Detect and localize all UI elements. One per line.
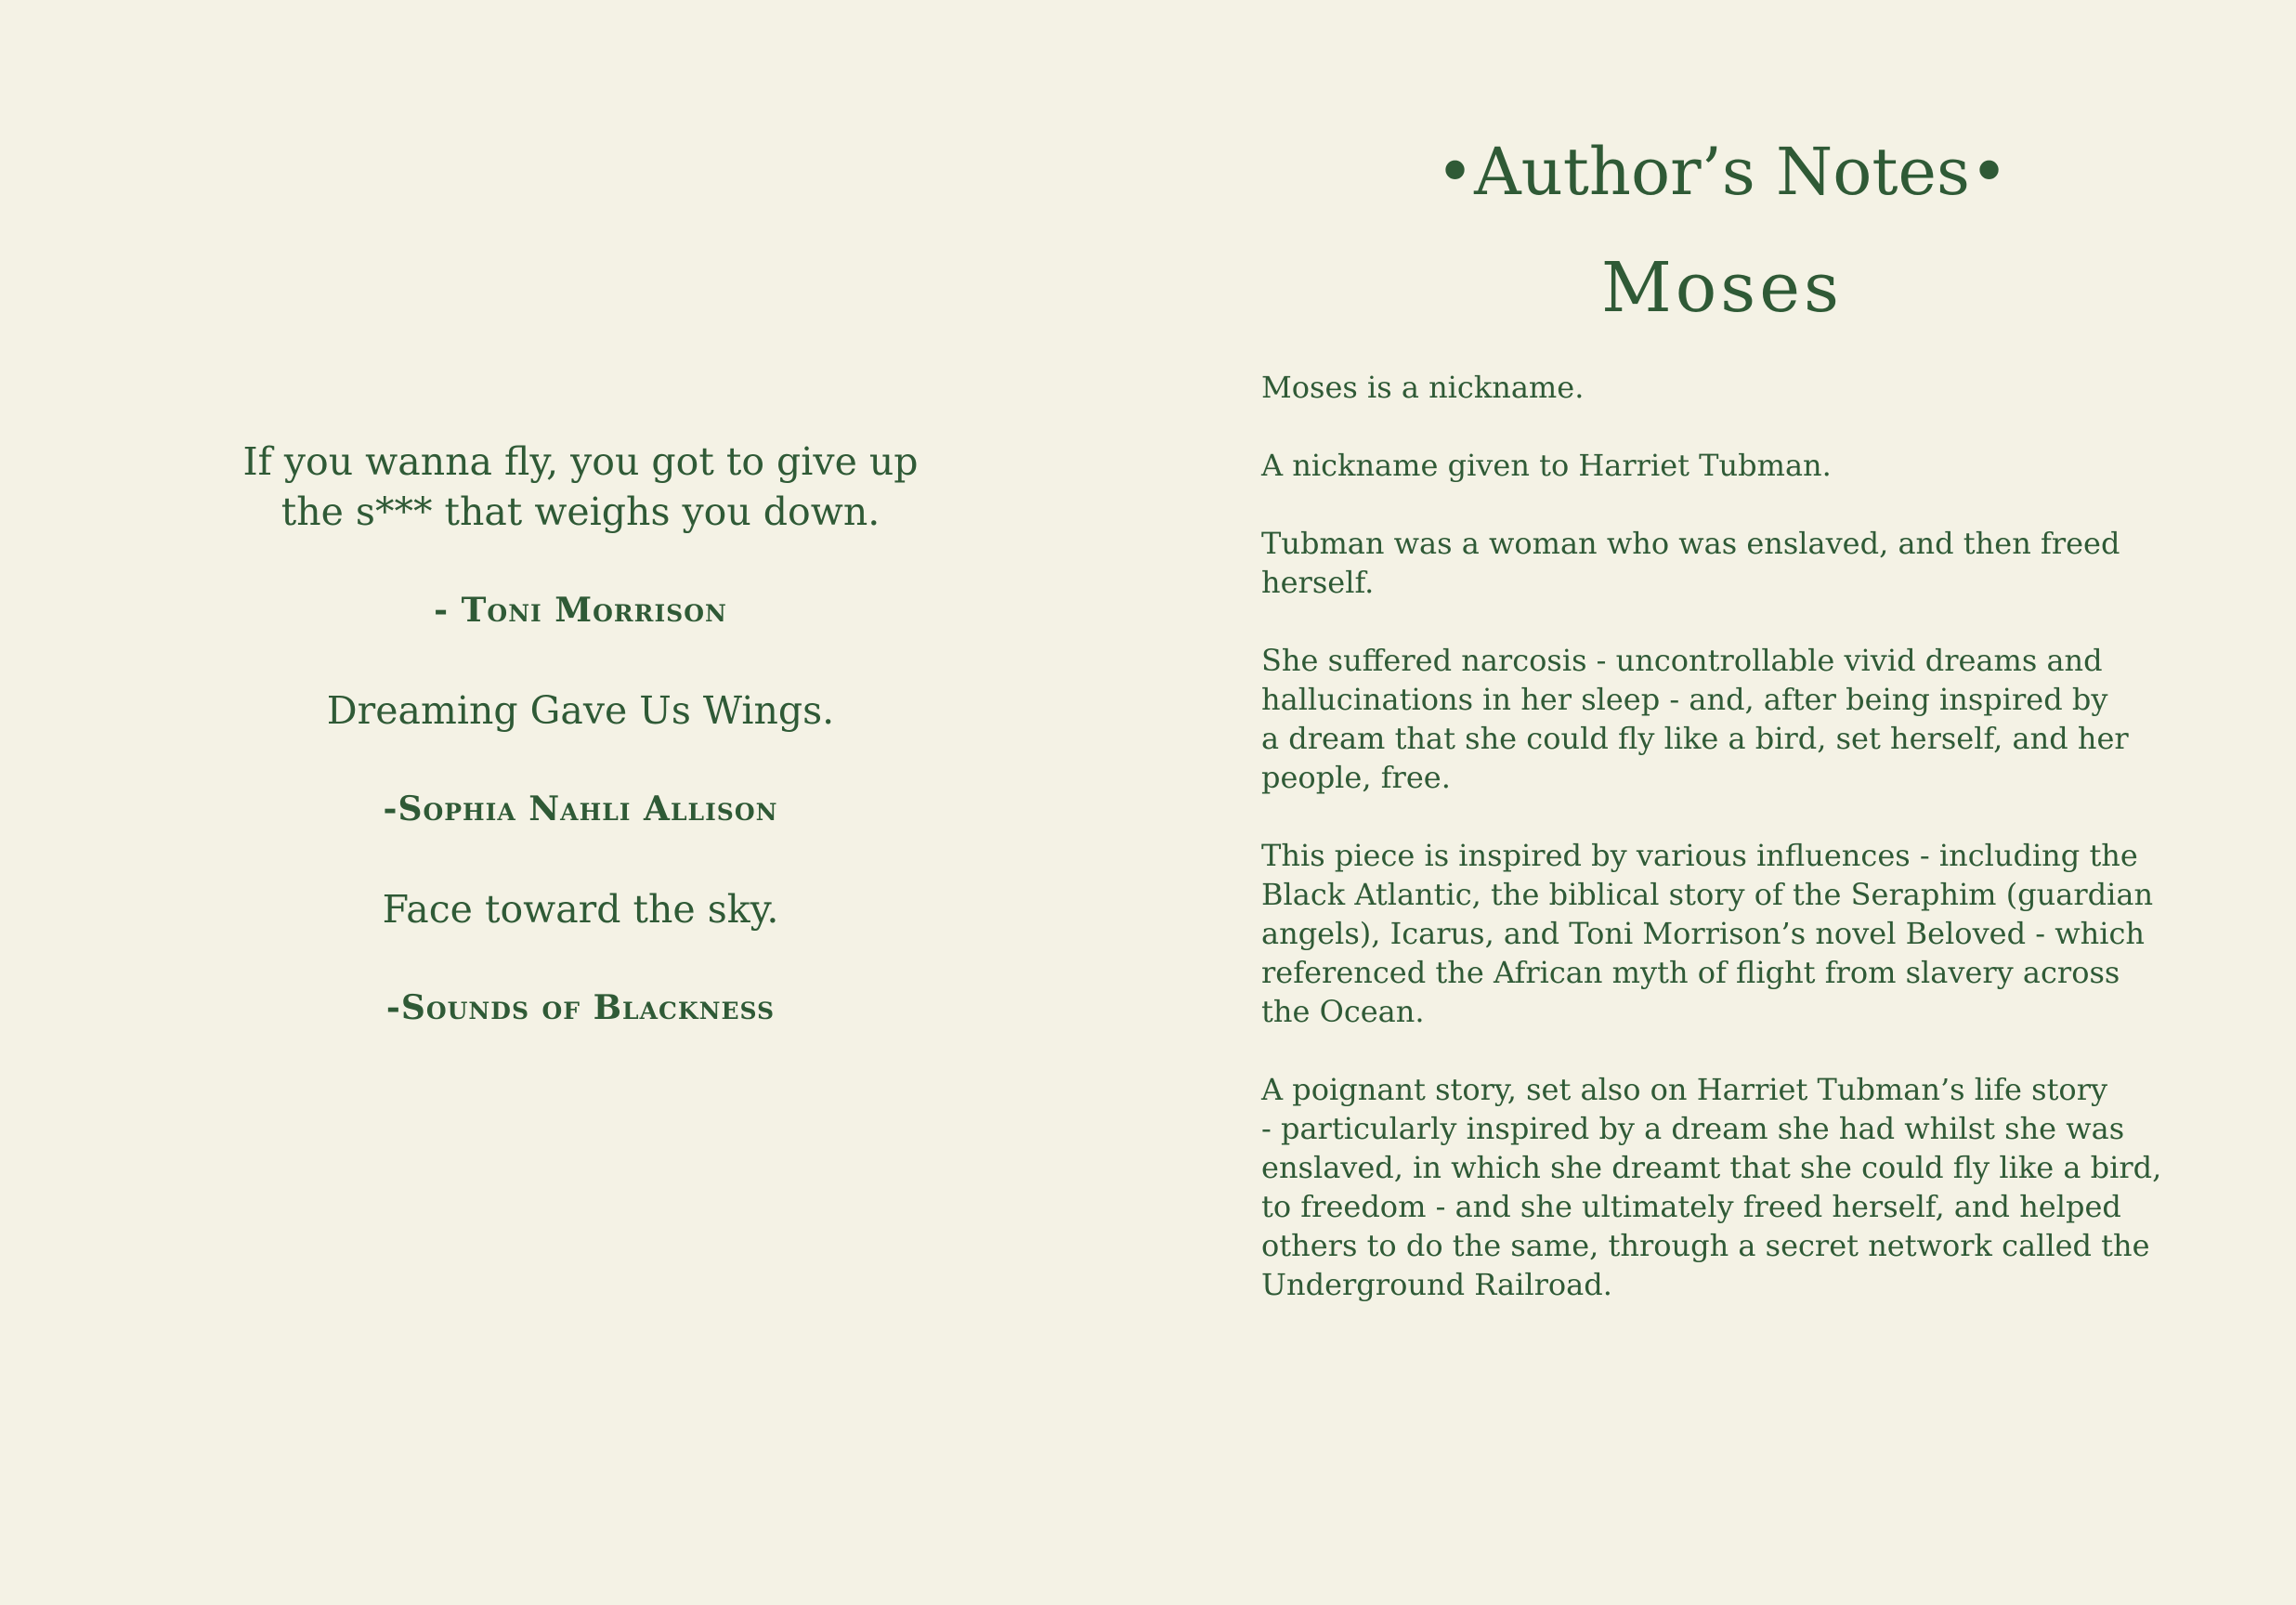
attribution-toni-morrison: - Toni Morrison [434, 591, 727, 630]
notes-paragraph: Moses is a nickname. [1261, 370, 1585, 405]
notes-paragraph: A poignant story, set also on Harriet Tubman’s life story - particularly inspired by a dream she had whilst she was enslaved, in which she dreamt that she could fly like a bird, to freedom - and she ultimately freed herself, and helped others to do the same, through a secret network called the Underground Railroad. [1261, 1072, 2162, 1302]
quote-toni-morrison: If you wanna fly, you got to give up the s*** that weighs you down. [242, 439, 919, 534]
notes-paragraph: A nickname given to Harriet Tubman. [1261, 448, 1832, 483]
notes-paragraph: This piece is inspired by various influences - including the Black Atlantic, the biblical story of the Seraphim (guardian angels), Icarus, and Toni Morrison’s novel Beloved - which referenced the African myth of flight from slavery across the Ocean. [1261, 838, 2154, 1029]
author-notes-body [1261, 368, 2199, 1343]
page-subtitle: Moses [1600, 248, 1844, 328]
page-title: •Author’s Notes• [1435, 134, 2009, 210]
attribution-sounds-of-blackness: -Sounds of Blackness [385, 988, 776, 1027]
notes-paragraph: She suffered narcosis - uncontrollable vivid dreams and hallucinations in her sleep - and, after being inspired by a dream that she could fly like a bird, set herself, and her people, free. [1261, 643, 2129, 795]
notes-paragraph: Tubman was a woman who was enslaved, and then freed herself. [1261, 526, 2120, 600]
quote-face-toward-the-sky: Face toward the sky. [382, 887, 779, 932]
right-page [1148, 0, 2296, 1605]
quotes-block [167, 437, 994, 1033]
quote-dreaming-gave-us-wings: Dreaming Gave Us Wings. [326, 688, 835, 733]
attribution-sophia-nahli-allison: -Sophia Nahli Allison [383, 789, 778, 829]
